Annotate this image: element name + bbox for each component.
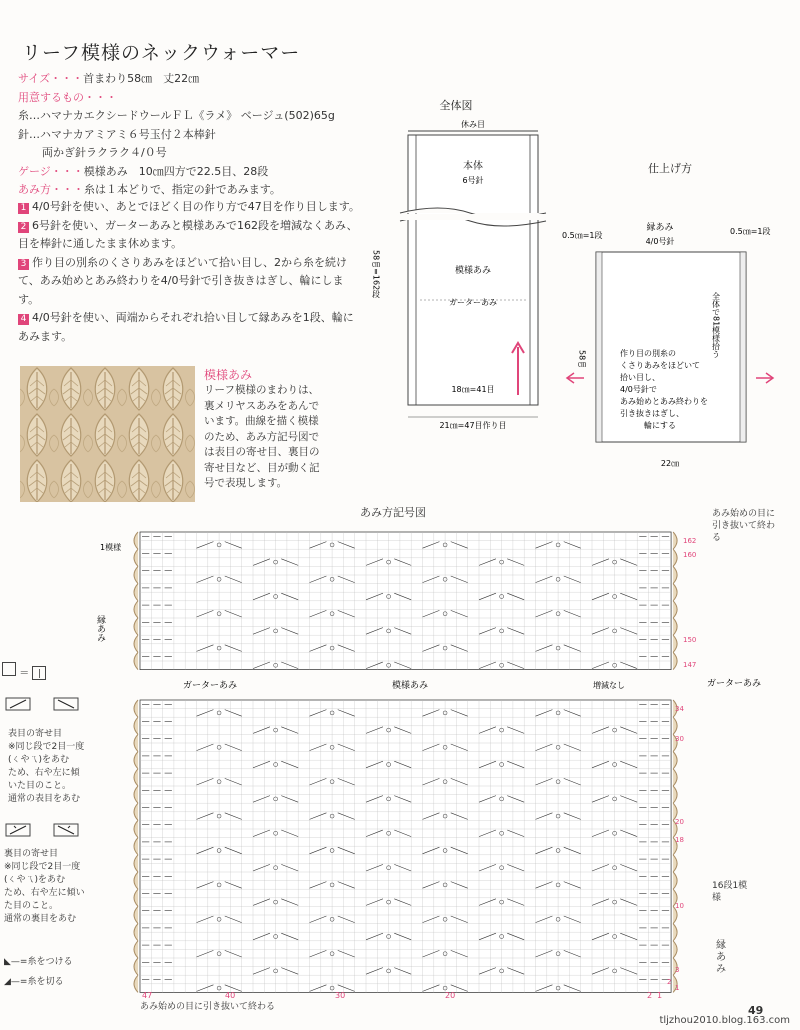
col-2: 2 — [647, 991, 653, 1000]
materials-spec — [18, 70, 358, 200]
upper-chart — [95, 520, 795, 680]
pattern-label: 模様あみ — [392, 681, 429, 691]
edge-right-label: 縁あみ — [716, 940, 726, 975]
svg-text:くさりあみをほどいて: くさりあみをほどいて — [620, 361, 700, 370]
edge-label: 縁あみ — [646, 223, 674, 233]
size-label: サイズ・・・ — [18, 72, 84, 85]
pattern-title: 模様あみ — [204, 368, 253, 382]
height-label: 58㎝=162段 — [371, 250, 381, 299]
garter-left-label: ガーターあみ — [183, 681, 238, 691]
pattern-area-label: 模様あみ — [454, 266, 492, 276]
step-4: 4 4/0号針を使い、両端からそれぞれ拾い目して縁あみを1段、輪にあみます。 — [18, 311, 354, 343]
chart-title: あみ方記号図 — [360, 506, 426, 519]
needle6-label: 6号針 — [462, 176, 484, 185]
edge-left-label: 縁あみ — [95, 615, 105, 642]
row-34: 34 — [675, 705, 684, 713]
knit-photo — [20, 366, 195, 502]
col-47: 47 — [142, 991, 153, 1000]
col-30: 30 — [335, 991, 346, 1000]
col-1: 1 — [657, 991, 663, 1000]
row-10: 10 — [675, 902, 684, 910]
needle-line-2: 両かぎ針ラクラク４/０号 — [42, 146, 167, 159]
garter-area-label: ガーターあみ — [449, 298, 497, 307]
gauge-label: ゲージ・・・ — [18, 164, 84, 178]
purl-decrease-symbols — [2, 822, 92, 840]
pattern-description: リーフ模様のまわりは、裏メリヤスあみをあんでいます。曲線を描く模様のため、あみ方記号図では表目の寄せ目、裏目の寄せ目など、目が動く記号で表現します。 — [204, 384, 320, 489]
steps-list — [18, 198, 363, 346]
repeat1-label: 1模様 — [100, 543, 122, 552]
row-2: 2 — [667, 978, 672, 986]
purl-decrease-note: 裏目の寄せ目 ※同じ段で2目一度 (ㄑやㄟ)をあむ ため、右や左に傾い た目のこと。 通常の裏目をあむ — [4, 849, 85, 924]
finish-diagram — [560, 150, 790, 470]
row-18: 18 — [675, 836, 684, 844]
svg-text:拾い目し、: 拾い目し、 — [620, 373, 660, 382]
legend-attach: ◣—=糸をつける — [4, 957, 73, 967]
row-3: 3 — [675, 966, 680, 974]
size-value: 首まわり58㎝ 丈22㎝ — [83, 72, 200, 85]
edge-needle-label: 4/0号針 — [645, 237, 675, 246]
garter-right-label: ガーターあみ — [707, 679, 762, 689]
step-3: 3 作り目の別糸のくさりあみをほどいて拾い目し、2から糸を続けて、あみ始めとあみ終わりを4/0号針で引き抜きはぎし、輪にします。 — [18, 255, 347, 306]
svg-text:4/0号針で: 4/0号針で — [620, 385, 657, 394]
needle-line-1: 針…ハマナカアミアミ６号玉付２本棒針 — [18, 127, 216, 141]
body-label: 本体 — [463, 161, 483, 172]
finish-height-label: 58㎝ — [577, 350, 587, 369]
legend-cut: ◢—=糸を切る — [4, 977, 64, 987]
method-value: 糸は１本どりで、指定の針であみます。 — [84, 183, 281, 196]
start-note-bottom: あみ始めの目に引き抜いて終わる — [140, 1002, 276, 1012]
row-20: 20 — [675, 818, 684, 826]
knit-decrease-symbols — [2, 696, 92, 714]
edge-width-right: 0.5㎝=1段 — [730, 227, 771, 236]
attach-yarn-icon: ◣— — [4, 957, 20, 967]
row-150: 150 — [683, 636, 697, 644]
page-title: リーフ模様のネックウォーマー — [22, 42, 301, 64]
inner-width-label: 18㎝=41目 — [451, 385, 495, 394]
col-40: 40 — [225, 991, 236, 1000]
prep-label: 用意するもの・・・ — [18, 90, 117, 104]
row-30: 30 — [675, 735, 684, 743]
svg-text:あみ始めとあみ終わりを: あみ始めとあみ終わりを — [620, 397, 708, 406]
page-number: 49 — [748, 1004, 764, 1017]
pickup-label: 全体で81模様拾う — [711, 292, 721, 359]
gauge-value: 模様あみ 10㎝四方で22.5目、28段 — [83, 164, 269, 178]
finish-width-label: 22㎝ — [660, 459, 680, 468]
finish-title: 仕上げ方 — [648, 162, 692, 175]
overall-diagram — [370, 95, 550, 435]
svg-text:輪にする: 輪にする — [644, 421, 676, 430]
knit-decrease-note: 表目の寄せ目 ※同じ段で2目一度 (ㄑやㄟ)をあむ ため、右や左に傾 いた目のこと。 通常の表目をあむ — [8, 729, 85, 804]
row-1: 1 — [675, 984, 680, 992]
repeat16-label: 16段1模様 — [712, 881, 748, 903]
cut-yarn-icon: ◢— — [4, 977, 20, 987]
svg-text:作り目の別糸の: 作り目の別糸の — [620, 349, 676, 358]
row-147: 147 — [683, 661, 697, 669]
svg-text:引き抜きはぎし、: 引き抜きはぎし、 — [620, 409, 684, 418]
method-label: あみ方・・・ — [18, 183, 84, 196]
step-1: 1 4/0号針を使い、あとでほどく目の作り方で47目を作り目します。 — [18, 198, 363, 217]
no-change-label: 増減なし — [593, 681, 625, 690]
step-2: 2 6号針を使い、ガーターあみと模様あみで162段を増減なくあみ、目を棒針に通したまま休めます。 — [18, 218, 358, 250]
start-note-top: あみ始めの目に引き抜いて終わる — [712, 509, 776, 543]
overall-title: 全体図 — [439, 99, 473, 112]
lower-chart — [95, 672, 795, 1007]
row-162: 162 — [683, 537, 697, 545]
row-160: 160 — [683, 551, 697, 559]
rest-label: 休み目 — [461, 120, 485, 129]
col-20: 20 — [445, 991, 456, 1000]
yarn-line: 糸…ハマナカエクシードウールＦＬ《ラメ》 ベージュ(502)65g — [18, 109, 335, 122]
watermark-url: tljzhou2010.blog.163.com — [659, 1015, 790, 1026]
legend-equal: ＝ | — [2, 662, 46, 681]
upper-chart-grid — [134, 532, 677, 670]
total-width-label: 21㎝=47目作り目 — [439, 421, 507, 430]
edge-width-left: 0.5㎝=1段 — [562, 231, 603, 240]
